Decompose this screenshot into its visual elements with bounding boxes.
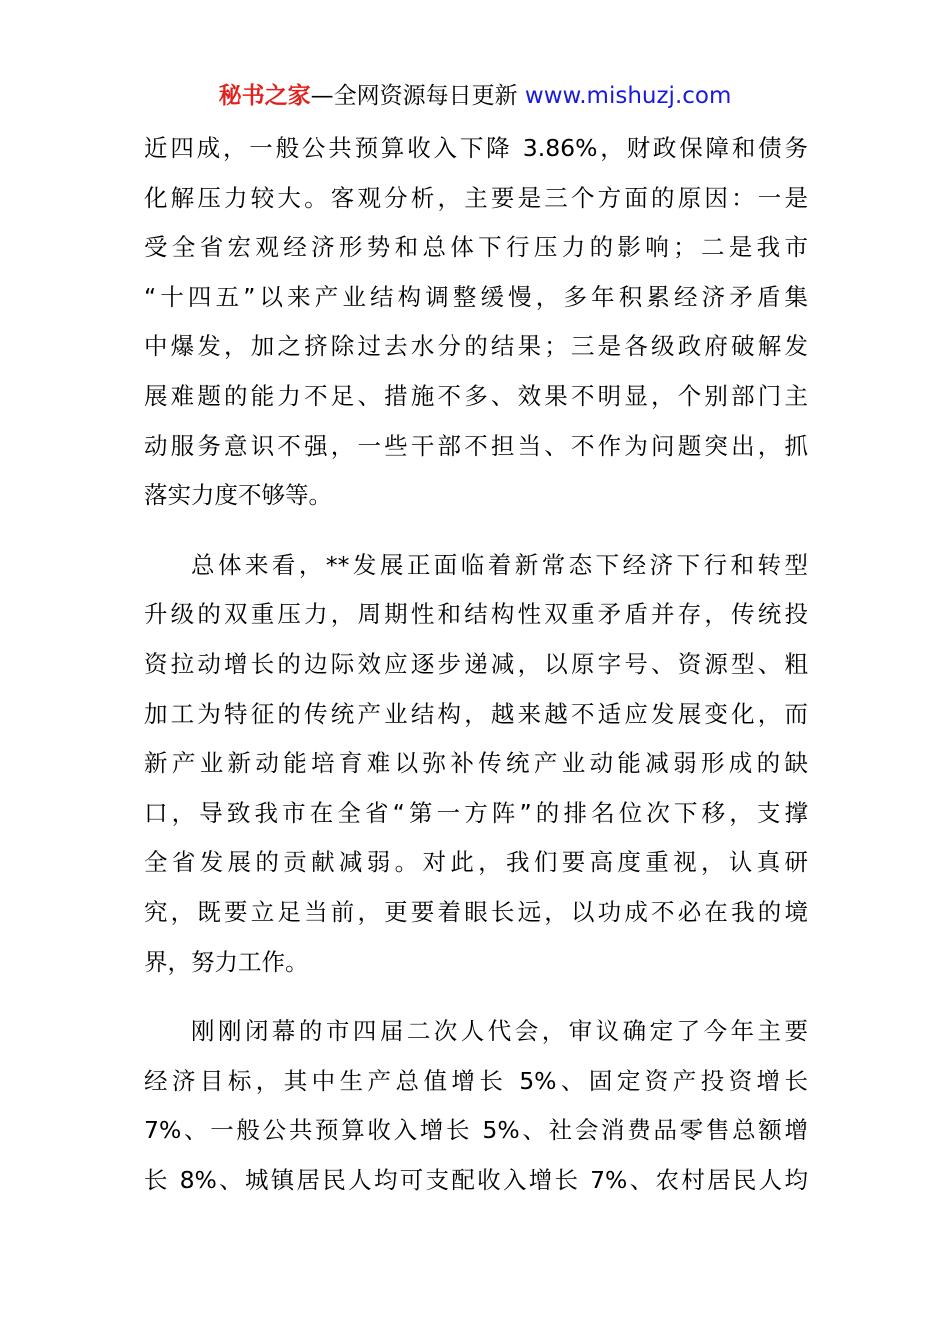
text-line: 加工为特征的传统产业结构，越来越不适应发展变化，而 [144,699,808,728]
paragraph-1 [144,124,808,521]
text-line: 近四成，一般公共预算收入下降 3.86%，财政保障和债务 [144,134,808,162]
text-line: 受全省宏观经济形势和总体下行压力的影响；二是我市 [144,233,808,262]
text-line: 总体来看，**发展正面临着新常态下经济下行和转型 [191,550,808,579]
text-line: 落实力度不够等。 [144,481,332,510]
site-url-link[interactable]: www.mishuzj.com [524,83,732,109]
document-body [144,124,808,1205]
text-line: 刚刚闭幕的市四届二次人代会，审议确定了今年主要 [191,1017,808,1046]
text-line: 7%、一般公共预算收入增长 5%、社会消费品零售总额增 [144,1116,808,1145]
text-line: “十四五”以来产业结构调整缓慢，多年积累经济矛盾集 [144,282,808,311]
text-line: 动服务意识不强，一些干部不担当、不作为问题突出，抓 [144,431,808,460]
text-line: 全省发展的贡献减弱。对此，我们要高度重视，认真研 [144,848,808,877]
text-line: 口，导致我市在全省“第一方阵”的排名位次下移，支撑 [144,798,808,827]
text-line: 资拉动增长的边际效应逐步递减，以原字号、资源型、粗 [144,649,808,678]
paragraph-3 [144,1007,808,1205]
text-line: 长 8%、城镇居民人均可支配收入增长 7%、农村居民人均 [144,1165,808,1194]
text-line: 中爆发，加之挤除过去水分的结果；三是各级政府破解发 [144,332,808,361]
text-line: 新产业新动能培育难以弥补传统产业动能减弱形成的缺 [144,749,808,778]
text-line: 经济目标，其中生产总值增长 5%、固定资产投资增长 [144,1066,808,1095]
paragraph-gap [144,987,808,1007]
text-line: 展难题的能力不足、措施不多、效果不明显，个别部门主 [144,381,808,410]
paragraph-2 [144,541,808,987]
text-line: 究，既要立足当前，更要着眼长远，以功成不必在我的境 [144,897,808,926]
text-line: 界，努力工作。 [144,947,309,976]
site-header [0,78,950,114]
header-tagline: —全网资源每日更新 [310,83,518,109]
text-line: 化解压力较大。客观分析，主要是三个方面的原因：一是 [144,183,808,212]
text-line: 升级的双重压力，周期性和结构性双重矛盾并存，传统投 [144,600,808,629]
paragraph-gap [144,521,808,541]
brand-name: 秘书之家 [218,83,311,109]
